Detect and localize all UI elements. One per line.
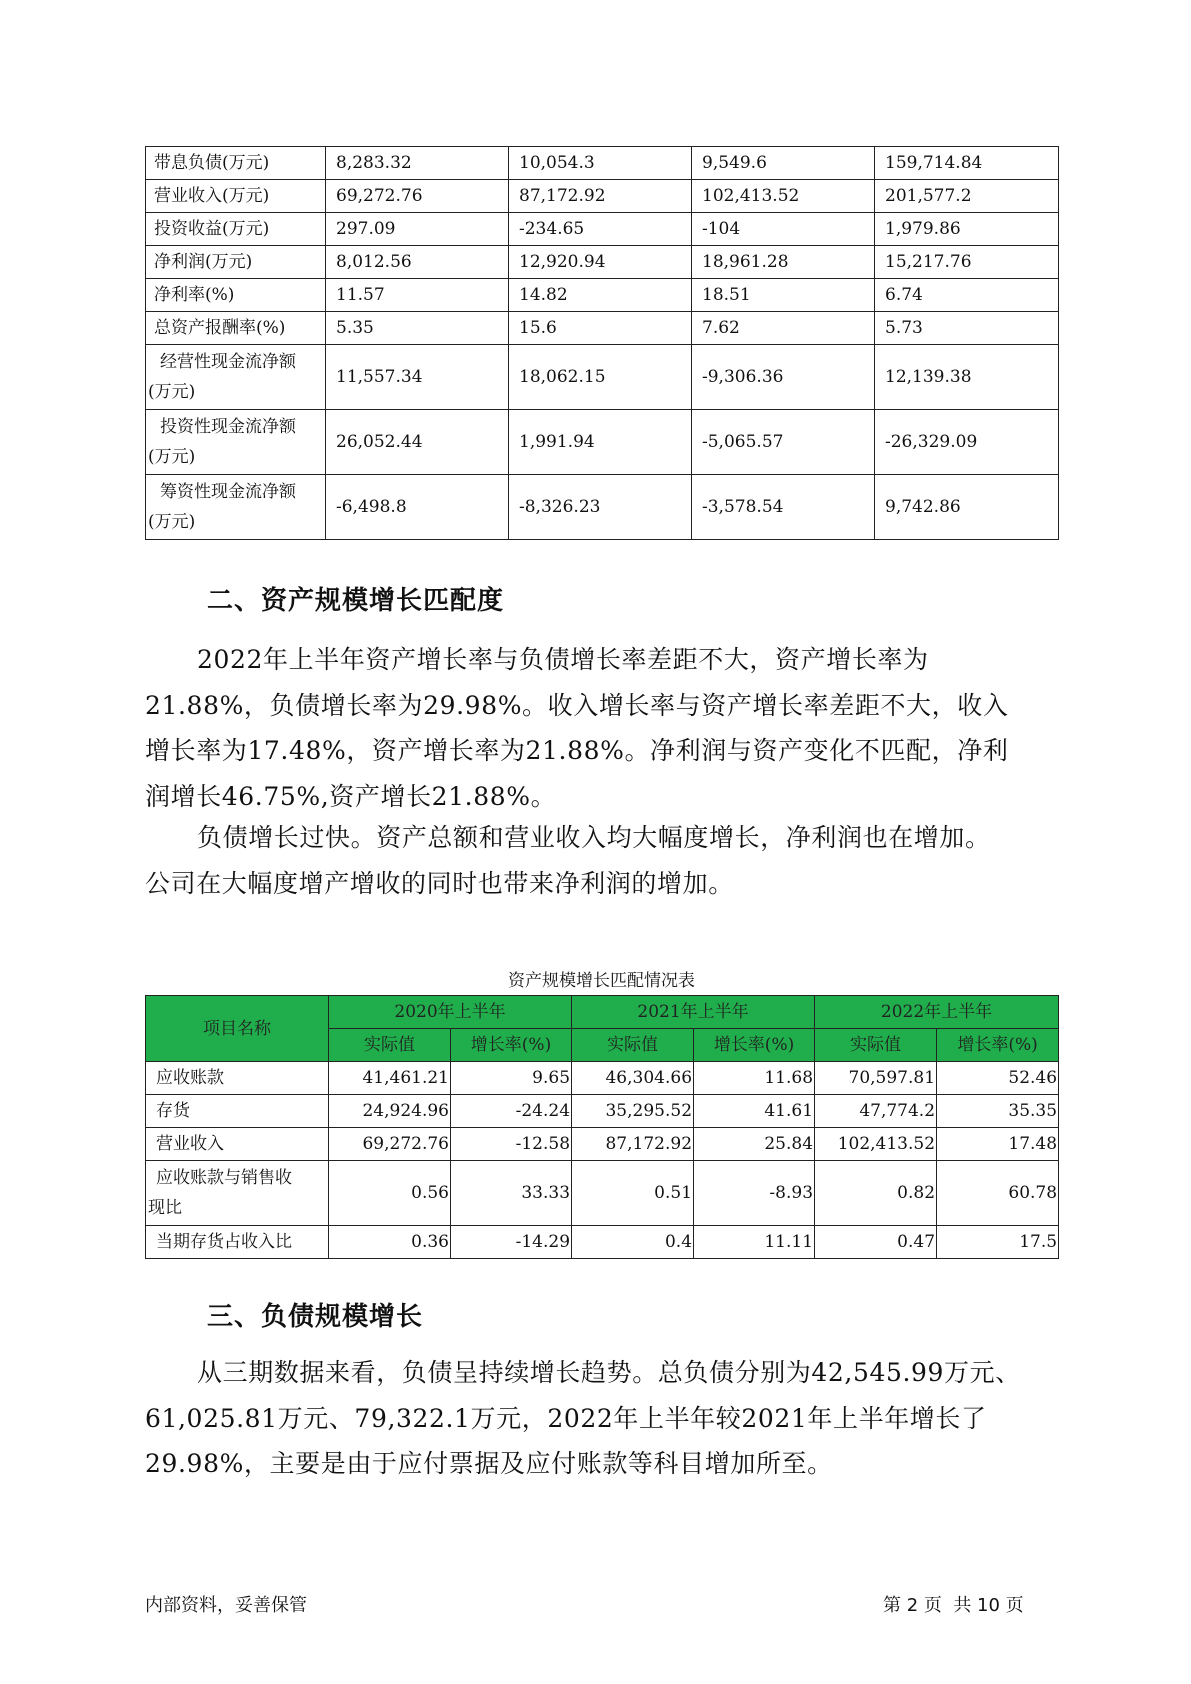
row-label-line1: 经营性现金流净额 bbox=[160, 352, 296, 372]
table-cell: 25.84 bbox=[694, 1128, 815, 1161]
table-cell: 69,272.76 bbox=[329, 1128, 451, 1161]
row-label: 营业收入 bbox=[146, 1128, 329, 1161]
table-cell: 35.35 bbox=[937, 1095, 1059, 1128]
table-cell: 12,920.94 bbox=[509, 246, 692, 279]
table-cell: 46,304.66 bbox=[572, 1062, 694, 1095]
table-cell: 17.48 bbox=[937, 1128, 1059, 1161]
table-cell: 47,774.2 bbox=[815, 1095, 937, 1128]
row-label: 应收账款 bbox=[146, 1062, 329, 1095]
table-cell: 35,295.52 bbox=[572, 1095, 694, 1128]
table-row bbox=[146, 180, 1059, 213]
paragraph-line: 29.98%，主要是由于应付票据及应付账款等科目增加所至。 bbox=[145, 1449, 833, 1478]
table-cell: 5.73 bbox=[875, 312, 1059, 345]
row-label: 总资产报酬率(%) bbox=[146, 312, 326, 345]
table-row bbox=[146, 475, 1059, 540]
table-cell: 7.62 bbox=[692, 312, 875, 345]
row-label-line2: (万元) bbox=[148, 382, 196, 402]
table-row bbox=[146, 1062, 1059, 1095]
table-cell: 15.6 bbox=[509, 312, 692, 345]
column-header-actual: 实际值 bbox=[815, 1029, 937, 1062]
table-cell: 297.09 bbox=[326, 213, 509, 246]
paragraph-line: 公司在大幅度增产增收的同时也带来净利润的增加。 bbox=[145, 868, 734, 898]
table-cell: 9,742.86 bbox=[875, 475, 1059, 540]
table-cell: -6,498.8 bbox=[326, 475, 509, 540]
table-cell: 10,054.3 bbox=[509, 147, 692, 180]
row-label-line1: 应收账款与销售收 bbox=[156, 1168, 292, 1188]
row-label-line2: (万元) bbox=[148, 447, 196, 467]
paragraph-line: 负债增长过快。资产总额和营业收入均大幅度增长，净利润也在增加。 bbox=[197, 823, 991, 852]
paragraph bbox=[145, 1350, 1075, 1487]
row-label bbox=[146, 1161, 329, 1226]
column-header-item: 项目名称 bbox=[146, 996, 329, 1062]
table-caption: 资产规模增长匹配情况表 bbox=[508, 971, 695, 991]
table-cell: -9,306.36 bbox=[692, 345, 875, 410]
table-cell: 70,597.81 bbox=[815, 1062, 937, 1095]
paragraph bbox=[145, 815, 1075, 906]
table-cell: 87,172.92 bbox=[572, 1128, 694, 1161]
row-label bbox=[146, 345, 326, 410]
column-header-growth: 增长率(%) bbox=[937, 1029, 1059, 1062]
row-label-line2: 现比 bbox=[148, 1198, 182, 1218]
table-cell: 18.51 bbox=[692, 279, 875, 312]
table-cell: -12.58 bbox=[451, 1128, 572, 1161]
table-row bbox=[146, 1128, 1059, 1161]
table-cell: 1,979.86 bbox=[875, 213, 1059, 246]
table-row bbox=[146, 213, 1059, 246]
row-label: 营业收入(万元) bbox=[146, 180, 326, 213]
table-cell: 201,577.2 bbox=[875, 180, 1059, 213]
table-cell: 52.46 bbox=[937, 1062, 1059, 1095]
footer-confidential-note: 内部资料，妥善保管 bbox=[145, 1595, 307, 1616]
table-row bbox=[146, 1226, 1059, 1259]
table-cell: 9,549.6 bbox=[692, 147, 875, 180]
column-header-growth: 增长率(%) bbox=[694, 1029, 815, 1062]
table-cell: -26,329.09 bbox=[875, 410, 1059, 475]
table-cell: 8,012.56 bbox=[326, 246, 509, 279]
table-cell: 18,062.15 bbox=[509, 345, 692, 410]
row-label bbox=[146, 475, 326, 540]
column-header-period: 2020年上半年 bbox=[329, 996, 572, 1029]
table-cell: 11.11 bbox=[694, 1226, 815, 1259]
table-cell: 102,413.52 bbox=[692, 180, 875, 213]
table-cell: 102,413.52 bbox=[815, 1128, 937, 1161]
row-label-line2: (万元) bbox=[148, 512, 196, 532]
table-cell: 24,924.96 bbox=[329, 1095, 451, 1128]
table-cell: 41,461.21 bbox=[329, 1062, 451, 1095]
row-label: 带息负债(万元) bbox=[146, 147, 326, 180]
table-cell: 5.35 bbox=[326, 312, 509, 345]
paragraph-line: 从三期数据来看，负债呈持续增长趋势。总负债分别为42,545.99万元、 bbox=[197, 1358, 1021, 1387]
table-cell: 8,283.32 bbox=[326, 147, 509, 180]
row-label: 净利润(万元) bbox=[146, 246, 326, 279]
row-label: 净利率(%) bbox=[146, 279, 326, 312]
table-cell: -104 bbox=[692, 213, 875, 246]
table-cell: 33.33 bbox=[451, 1161, 572, 1226]
row-label-line1: 投资性现金流净额 bbox=[160, 417, 296, 437]
table-cell: 41.61 bbox=[694, 1095, 815, 1128]
section-heading: 三、负债规模增长 bbox=[207, 1302, 424, 1332]
table-cell: -14.29 bbox=[451, 1226, 572, 1259]
table-cell: 60.78 bbox=[937, 1161, 1059, 1226]
table-cell: 11.68 bbox=[694, 1062, 815, 1095]
table-row bbox=[146, 312, 1059, 345]
table-cell: 9.65 bbox=[451, 1062, 572, 1095]
table-cell: 0.47 bbox=[815, 1226, 937, 1259]
column-header-actual: 实际值 bbox=[572, 1029, 694, 1062]
table-row bbox=[146, 1161, 1059, 1226]
paragraph bbox=[145, 637, 1075, 819]
paragraph-line: 61,025.81万元、79,322.1万元，2022年上半年较2021年上半年增长了 bbox=[145, 1403, 987, 1433]
table-row bbox=[146, 147, 1059, 180]
table-row bbox=[146, 1095, 1059, 1128]
table-row bbox=[146, 345, 1059, 410]
paragraph-line: 增长率为17.48%，资产增长率为21.88%。净利润与资产变化不匹配，净利 bbox=[145, 736, 1009, 765]
table-cell: -8,326.23 bbox=[509, 475, 692, 540]
paragraph-line: 润增长46.75%,资产增长21.88%。 bbox=[145, 781, 557, 811]
asset-growth-match-table bbox=[145, 995, 1059, 1259]
column-header-period: 2021年上半年 bbox=[572, 996, 815, 1029]
table-cell: 17.5 bbox=[937, 1226, 1059, 1259]
table-cell: 11.57 bbox=[326, 279, 509, 312]
row-label-line1: 筹资性现金流净额 bbox=[160, 482, 296, 502]
table-cell: 0.36 bbox=[329, 1226, 451, 1259]
table-cell: 15,217.76 bbox=[875, 246, 1059, 279]
footer-page-number: 第 2 页 共 10 页 bbox=[883, 1595, 1024, 1616]
row-label: 存货 bbox=[146, 1095, 329, 1128]
table-cell: 6.74 bbox=[875, 279, 1059, 312]
paragraph-line: 21.88%，负债增长率为29.98%。收入增长率与资产增长率差距不大，收入 bbox=[145, 690, 1009, 720]
table-row bbox=[146, 410, 1059, 475]
table-cell: 12,139.38 bbox=[875, 345, 1059, 410]
table-row bbox=[146, 279, 1059, 312]
table-header-row bbox=[146, 996, 1059, 1029]
table-cell: -8.93 bbox=[694, 1161, 815, 1226]
table-cell: 14.82 bbox=[509, 279, 692, 312]
section-heading: 二、资产规模增长匹配度 bbox=[207, 586, 505, 616]
table-cell: 159,714.84 bbox=[875, 147, 1059, 180]
table-cell: -5,065.57 bbox=[692, 410, 875, 475]
table-cell: 0.82 bbox=[815, 1161, 937, 1226]
table-cell: 69,272.76 bbox=[326, 180, 509, 213]
row-label: 投资收益(万元) bbox=[146, 213, 326, 246]
table-cell: 11,557.34 bbox=[326, 345, 509, 410]
row-label bbox=[146, 410, 326, 475]
table-cell: 87,172.92 bbox=[509, 180, 692, 213]
table-cell: 0.51 bbox=[572, 1161, 694, 1226]
column-header-actual: 实际值 bbox=[329, 1029, 451, 1062]
table-row bbox=[146, 246, 1059, 279]
table-cell: 1,991.94 bbox=[509, 410, 692, 475]
paragraph-line: 2022年上半年资产增长率与负债增长率差距不大，资产增长率为 bbox=[197, 645, 929, 674]
column-header-growth: 增长率(%) bbox=[451, 1029, 572, 1062]
table-cell: 0.4 bbox=[572, 1226, 694, 1259]
table-cell: 18,961.28 bbox=[692, 246, 875, 279]
column-header-period: 2022年上半年 bbox=[815, 996, 1059, 1029]
table-cell: -234.65 bbox=[509, 213, 692, 246]
row-label: 当期存货占收入比 bbox=[146, 1226, 329, 1259]
table-cell: 26,052.44 bbox=[326, 410, 509, 475]
financial-indicators-table bbox=[145, 146, 1059, 540]
table-cell: 0.56 bbox=[329, 1161, 451, 1226]
table-cell: -24.24 bbox=[451, 1095, 572, 1128]
table-cell: -3,578.54 bbox=[692, 475, 875, 540]
